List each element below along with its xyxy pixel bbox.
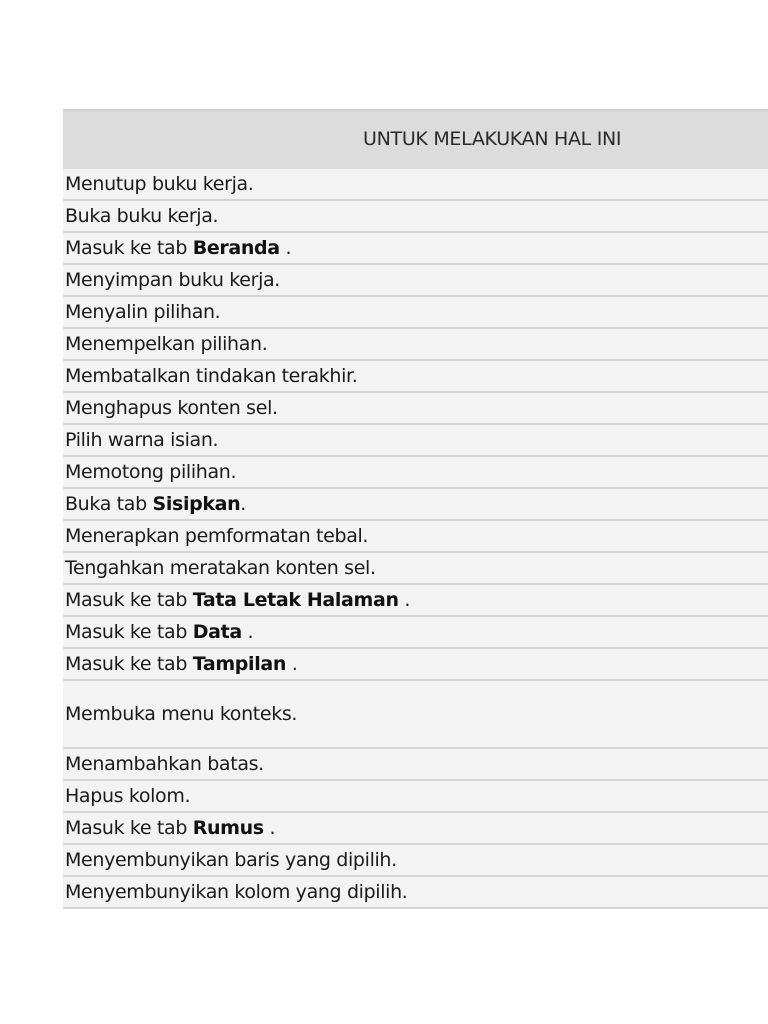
table-row [63,169,768,201]
row-text: Masuk ke tab [65,237,193,259]
table-row [63,521,768,553]
row-tab-name: Beranda [192,237,280,259]
row-tab-name: Tata Letak Halaman [192,589,399,611]
row-text: Buka buku kerja. [65,205,219,227]
table-row [63,489,768,521]
row-text: Menerapkan pemformatan tebal. [65,525,369,547]
row-suffix: . [398,589,411,611]
row-suffix: . [240,493,246,515]
row-text: Masuk ke tab [65,621,193,643]
row-text: Menambahkan batas. [65,753,264,775]
row-text: Membuka menu konteks. [65,703,298,725]
table-body [63,169,768,909]
row-text: Memotong pilihan. [65,461,237,483]
table-row [63,845,768,877]
row-tab-name: Rumus [192,817,264,839]
table-row [63,749,768,781]
row-text: Membatalkan tindakan terakhir. [65,365,358,387]
row-text: Hapus kolom. [65,785,191,807]
row-suffix: . [286,653,298,675]
row-text: Menyembunyikan kolom yang dipilih. [65,881,408,903]
table-row [63,585,768,617]
table-row [63,781,768,813]
row-suffix: . [241,621,254,643]
row-text: Menempelkan pilihan. [65,333,268,355]
row-text: Masuk ke tab [65,653,193,675]
row-text: Menyembunyikan baris yang dipilih. [65,849,397,871]
table-row [63,877,768,909]
table-row [63,361,768,393]
table-row [63,457,768,489]
row-suffix: . [263,817,276,839]
table-row [63,425,768,457]
row-text: Masuk ke tab [65,817,193,839]
row-text: Pilih warna isian. [65,429,219,451]
row-text: Buka tab [65,493,153,515]
table-row [63,393,768,425]
table-row [63,329,768,361]
row-suffix: . [279,237,292,259]
table-row [63,649,768,681]
shortcut-table [63,109,768,909]
table-row [63,201,768,233]
row-text: Menyimpan buku kerja. [65,269,280,291]
row-tab-name: Data [192,621,242,643]
column-header-action: UNTUK MELAKUKAN HAL INI [363,128,622,150]
table-row [63,265,768,297]
row-text: Tengahkan meratakan konten sel. [65,557,376,579]
row-text: Masuk ke tab [65,589,193,611]
row-tab-name: Tampilan [192,653,287,675]
row-tab-name: Sisipkan [152,493,241,515]
table-row [63,553,768,585]
table-row [63,297,768,329]
table-row [63,617,768,649]
row-text: Menutup buku kerja. [65,173,254,195]
table-row [63,233,768,265]
table-row [63,681,768,749]
row-text: Menghapus konten sel. [65,397,278,419]
table-header [63,109,768,169]
table-row [63,813,768,845]
row-text: Menyalin pilihan. [65,301,221,323]
